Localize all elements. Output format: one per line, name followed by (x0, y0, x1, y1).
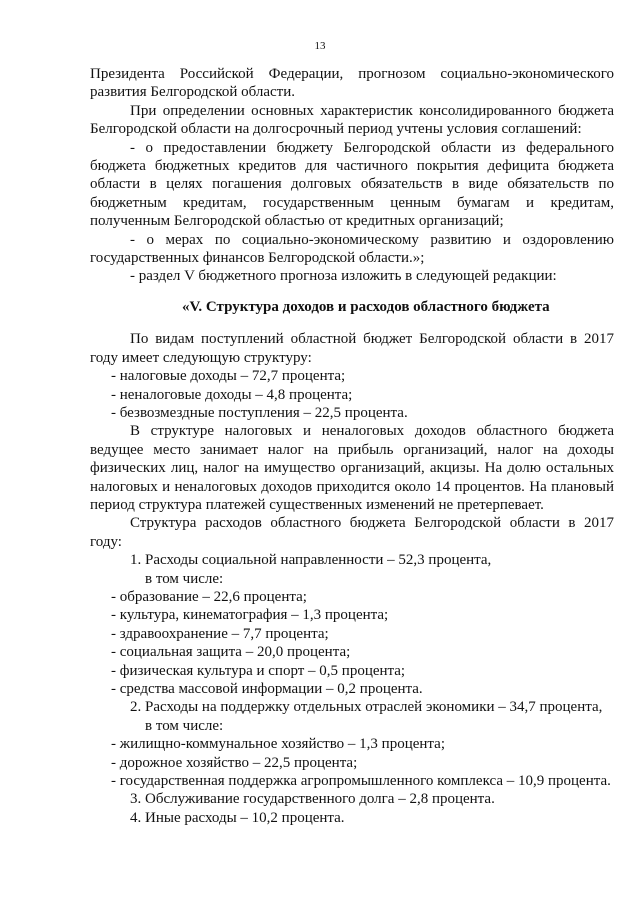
paragraph-continuation: Президента Российской Федерации, прогнозом социально-экономического развития Белгородской области. (90, 66, 614, 101)
expenses-social-item: - образование – 22,6 процента; (111, 588, 307, 605)
paragraph-agreement-measures: - о мерах по социально-экономическому развитию и оздоровлению государственных финансов Белгородской области.»; (90, 231, 614, 267)
expenses-social-item: - социальная защита – 20,0 процента; (111, 644, 351, 661)
paragraph-agreements-intro: При определении основных характеристик консолидированного бюджета Белгородской области на долгосрочный период учтены условия соглашений: (90, 102, 614, 138)
revenue-item-tax: - налоговые доходы – 72,7 процента; (111, 368, 346, 385)
expenses-social-item: - физическая культура и спорт – 0,5 процента; (111, 662, 406, 679)
revenue-intro: По видам поступлений областной бюджет Белгородской области в 2017 году имеет следующую структуру: (90, 331, 614, 366)
paragraph-agreement-credits: - о предоставлении бюджету Белгородской области из федерального бюджета бюджетных кредитов для частичного покрытия дефицита бюджета области в целях погашения долговых обязательств в виде обязательств по бюджетным кредитам, государственным ценным бумагам и кредитам, полученным Белгородской областью от кредитных организаций; (90, 139, 614, 230)
expenses-economy-including: в том числе: (145, 717, 224, 734)
paragraph-section-change: - раздел V бюджетного прогноза изложить в следующей редакции: (130, 268, 557, 285)
document-body (90, 65, 614, 827)
expenses-social-item: - культура, кинематография – 1,3 процента; (111, 607, 389, 624)
revenue-structure-text: В структуре налоговых и неналоговых доходов областного бюджета ведущее место занимает налог на прибыль организаций, налог на доходы физических лиц, налог на имущество организаций, акцизы. На долю остальных налоговых и неналоговых доходов приходится около 14 процентов. На плановый период структура платежей существенных изменений не претерпевает. (90, 423, 614, 513)
expenses-social-item: - здравоохранение – 7,7 процента; (111, 625, 329, 642)
expenses-social-item: - средства массовой информации – 0,2 процента. (111, 681, 423, 697)
revenue-item-nontax: - неналоговые доходы – 4,8 процента; (111, 386, 353, 403)
expenses-economy-item: - жилищно-коммунальное хозяйство – 1,3 процента; (111, 736, 445, 753)
revenue-item-gratuitous: - безвозмездные поступления – 22,5 процента. (111, 404, 408, 421)
expenses-social-including: в том числе: (145, 570, 224, 587)
expenses-economy-item: - дорожное хозяйство – 22,5 процента; (111, 754, 358, 771)
page-number: 13 (314, 40, 326, 52)
expenses-economy-title: 2. Расходы на поддержку отдельных отраслей экономики – 34,7 процента, (130, 699, 603, 716)
expenses-social-title: 1. Расходы социальной направленности – 52,3 процента, (130, 552, 492, 569)
expenses-intro: Структура расходов областного бюджета Белгородской области в 2017 году: (90, 515, 614, 550)
expenses-other: 4. Иные расходы – 10,2 процента. (130, 809, 345, 826)
expenses-economy-agro: - государственная поддержка агропромышленного комплекса – 10,9 процента. (111, 773, 611, 790)
section-heading: «V. Структура доходов и расходов областного бюджета (182, 298, 550, 315)
expenses-debt: 3. Обслуживание государственного долга – 2,8 процента. (130, 791, 495, 808)
